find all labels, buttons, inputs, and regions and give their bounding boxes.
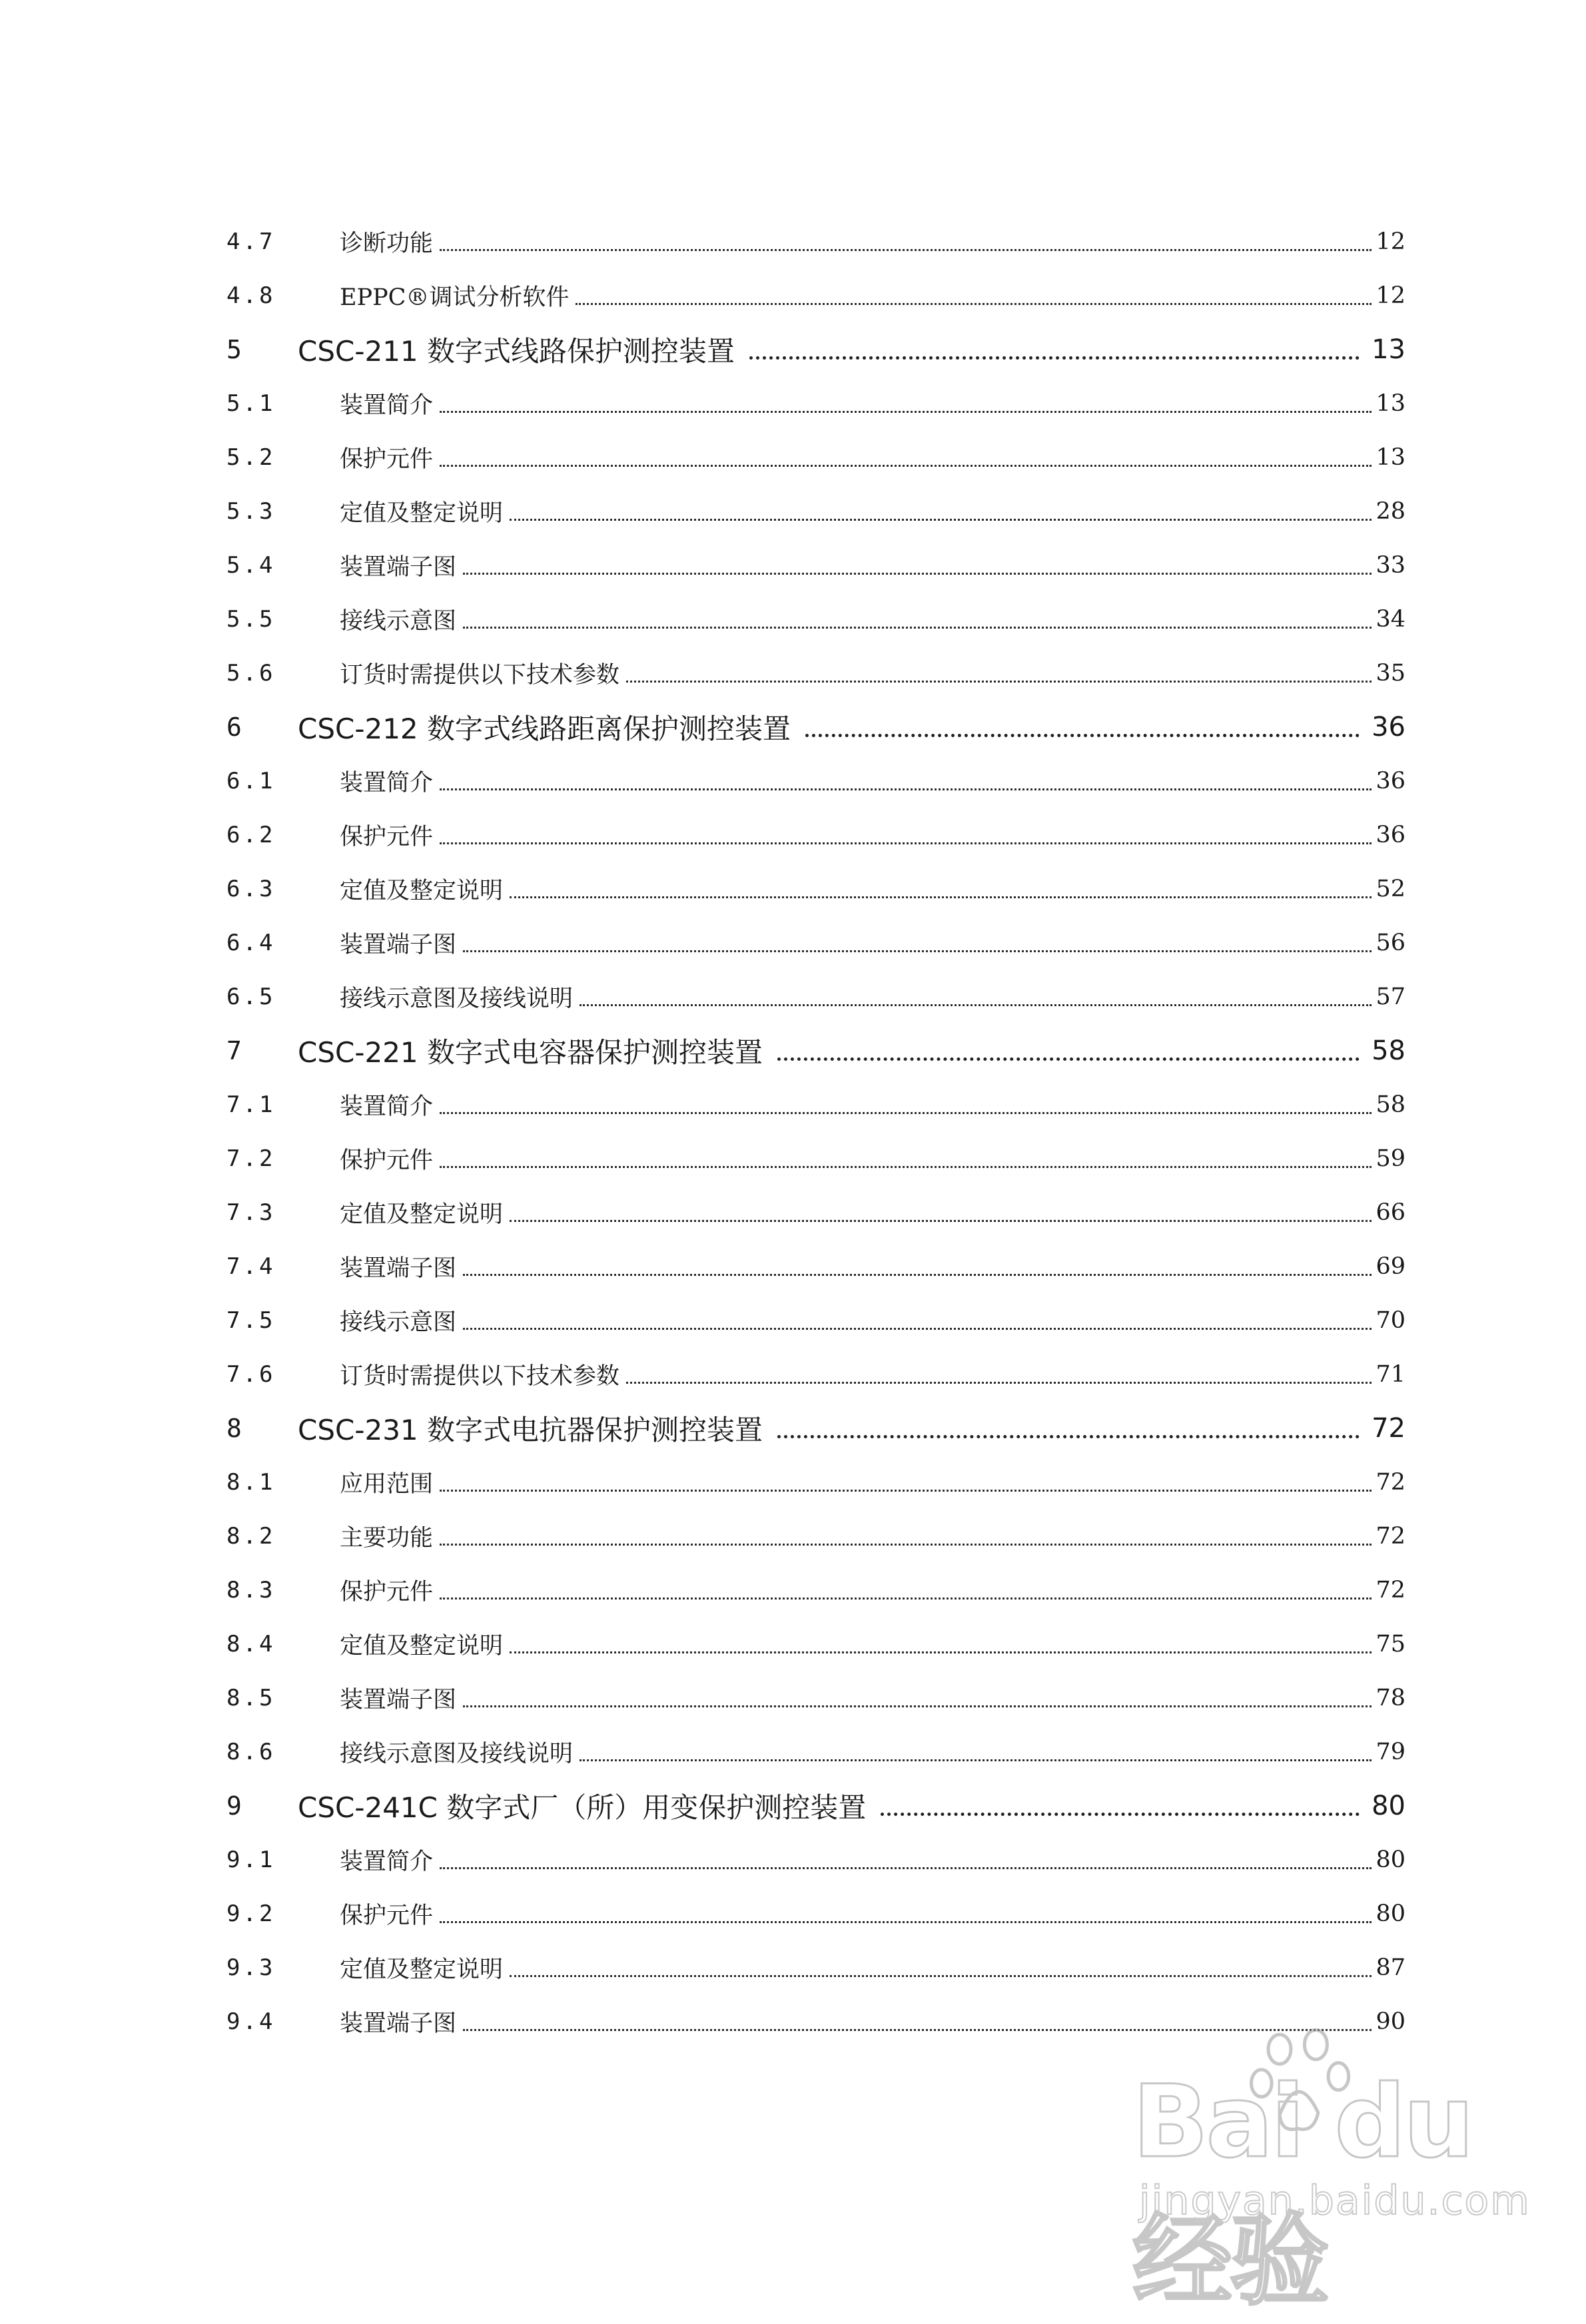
toc-entry-page-number: 71 — [1376, 1360, 1405, 1388]
toc-entry-title: 装置端子图 — [340, 1255, 457, 1282]
toc-entry-number: 5.5 — [226, 605, 276, 633]
toc-entry-page-number: 57 — [1376, 983, 1405, 1010]
toc-entry-title: EPPC®调试分析软件 — [340, 284, 570, 311]
toc-entry-title: 装置简介 — [340, 392, 434, 419]
toc-entry-page-number: 58 — [1372, 1035, 1405, 1066]
toc-entry-page-number: 56 — [1376, 929, 1405, 956]
watermark-url: jingyan.baidu.com — [1139, 2178, 1531, 2224]
toc-section-entry[interactable] — [226, 538, 1405, 592]
toc-section-entry[interactable] — [226, 214, 1405, 268]
toc-entry-page-number: 12 — [1376, 282, 1405, 309]
toc-entry-title: 装置端子图 — [340, 931, 457, 958]
toc-entry-number: 7 — [226, 1035, 242, 1065]
toc-dot-leader — [440, 1542, 1372, 1546]
toc-dot-leader — [440, 787, 1372, 790]
toc-entry-number: 5.4 — [226, 551, 276, 579]
toc-entry-page-number: 66 — [1376, 1199, 1405, 1226]
toc-entry-page-number: 13 — [1376, 443, 1405, 471]
toc-section-entry[interactable] — [226, 376, 1405, 430]
toc-section-entry[interactable] — [226, 916, 1405, 970]
toc-entry-title: 保护元件 — [340, 445, 434, 473]
toc-entry-title: 订货时需提供以下技术参数 — [340, 1362, 620, 1390]
toc-dot-leader — [440, 1488, 1372, 1492]
toc-dot-leader — [440, 1920, 1372, 1923]
toc-entry-title: 接线示意图 — [340, 1308, 457, 1336]
toc-entry-title: 装置简介 — [340, 1093, 434, 1120]
toc-entry-number: 9.1 — [226, 1846, 276, 1873]
toc-dot-leader — [626, 1380, 1372, 1384]
toc-entry-page-number: 72 — [1376, 1522, 1405, 1550]
toc-section-entry[interactable] — [226, 754, 1405, 808]
toc-entry-title: 应用范围 — [340, 1470, 434, 1498]
toc-dot-leader — [777, 1056, 1360, 1061]
table-of-contents — [226, 214, 1405, 2048]
toc-entry-title: 订货时需提供以下技术参数 — [340, 661, 620, 689]
toc-dot-leader — [576, 302, 1372, 305]
toc-entry-number: 5.6 — [226, 659, 276, 687]
toc-entry-number: 8.2 — [226, 1522, 276, 1550]
toc-entry-title: 保护元件 — [340, 1902, 434, 1929]
toc-entry-page-number: 70 — [1376, 1307, 1405, 1334]
toc-section-entry[interactable] — [226, 1131, 1405, 1185]
toc-dot-leader — [440, 410, 1372, 413]
toc-entry-page-number: 52 — [1376, 875, 1405, 902]
toc-entry-number: 6.5 — [226, 983, 276, 1010]
toc-entry-page-number: 72 — [1376, 1468, 1405, 1496]
watermark-logo-text: Bai du 经验 — [1132, 2064, 1472, 2319]
toc-dot-leader — [626, 679, 1372, 683]
toc-section-entry[interactable] — [226, 1293, 1405, 1347]
toc-entry-title: 装置端子图 — [340, 553, 457, 581]
toc-section-entry[interactable] — [226, 1509, 1405, 1563]
toc-entry-title: 装置端子图 — [340, 2010, 457, 2037]
toc-entry-page-number: 13 — [1372, 334, 1405, 365]
toc-section-entry[interactable] — [226, 1671, 1405, 1725]
toc-section-entry[interactable] — [226, 1617, 1405, 1671]
toc-entry-page-number: 59 — [1376, 1145, 1405, 1172]
toc-entry-number: 8.5 — [226, 1684, 276, 1711]
toc-entry-title: 装置简介 — [340, 1848, 434, 1875]
toc-entry-number: 9.3 — [226, 1954, 276, 1981]
toc-section-entry[interactable] — [226, 970, 1405, 1023]
toc-dot-leader — [440, 1111, 1372, 1114]
toc-section-entry[interactable] — [226, 1239, 1405, 1293]
toc-dot-leader — [463, 1704, 1372, 1707]
toc-entry-number: 9.4 — [226, 2008, 276, 2035]
toc-entry-title: 主要功能 — [340, 1524, 434, 1552]
toc-entry-number: 6 — [226, 712, 242, 742]
toc-section-entry[interactable] — [226, 1455, 1405, 1509]
toc-section-entry[interactable] — [226, 808, 1405, 862]
toc-entry-title: 定值及整定说明 — [340, 1201, 504, 1228]
toc-entry-title: 保护元件 — [340, 823, 434, 850]
toc-section-entry[interactable] — [226, 484, 1405, 538]
toc-dot-leader — [580, 1758, 1372, 1761]
toc-section-entry[interactable] — [226, 268, 1405, 322]
toc-entry-page-number: 34 — [1376, 605, 1405, 633]
toc-section-entry[interactable] — [226, 1185, 1405, 1239]
toc-dot-leader — [510, 895, 1372, 898]
toc-dot-leader — [749, 355, 1360, 360]
toc-entry-number: 7.1 — [226, 1091, 276, 1118]
toc-entry-page-number: 36 — [1376, 767, 1405, 794]
toc-entry-number: 7.5 — [226, 1307, 276, 1334]
toc-entry-number: 7.2 — [226, 1145, 276, 1172]
toc-dot-leader — [440, 841, 1372, 844]
toc-entry-page-number: 75 — [1376, 1630, 1405, 1657]
toc-chapter-entry[interactable] — [226, 322, 1405, 376]
toc-dot-leader — [463, 1273, 1372, 1276]
toc-entry-page-number: 12 — [1376, 228, 1405, 255]
toc-entry-title: CSC-241C 数字式厂（所）用变保护测控装置 — [298, 1791, 867, 1824]
toc-entry-page-number: 78 — [1376, 1684, 1405, 1711]
toc-entry-number: 5 — [226, 334, 242, 364]
toc-entry-page-number: 72 — [1376, 1576, 1405, 1603]
toc-entry-number: 8.4 — [226, 1630, 276, 1657]
toc-entry-page-number: 87 — [1376, 1954, 1405, 1981]
toc-entry-number: 8.3 — [226, 1576, 276, 1603]
toc-entry-number: 6.1 — [226, 767, 276, 794]
toc-entry-number: 7.4 — [226, 1253, 276, 1280]
toc-section-entry[interactable] — [226, 1940, 1405, 1994]
toc-dot-leader — [463, 625, 1372, 629]
toc-entry-number: 5.1 — [226, 390, 276, 417]
toc-chapter-entry[interactable] — [226, 1023, 1405, 1077]
toc-section-entry[interactable] — [226, 430, 1405, 484]
toc-section-entry[interactable] — [226, 1725, 1405, 1779]
baidu-jingyan-watermark — [1119, 2024, 1531, 2319]
toc-entry-number: 6.2 — [226, 821, 276, 848]
toc-entry-number: 4.8 — [226, 282, 276, 309]
toc-entry-page-number: 69 — [1376, 1253, 1405, 1280]
toc-dot-leader — [510, 1650, 1372, 1653]
toc-entry-number: 9.2 — [226, 1900, 276, 1927]
toc-dot-leader — [580, 1003, 1372, 1006]
toc-entry-page-number: 80 — [1372, 1790, 1405, 1821]
toc-entry-number: 4.7 — [226, 228, 276, 255]
toc-entry-page-number: 36 — [1376, 821, 1405, 848]
toc-entry-page-number: 36 — [1372, 711, 1405, 742]
toc-entry-title: 保护元件 — [340, 1147, 434, 1174]
toc-entry-title: 诊断功能 — [340, 230, 434, 257]
toc-entry-title: 定值及整定说明 — [340, 877, 504, 904]
toc-entry-title: 装置简介 — [340, 769, 434, 796]
toc-entry-title: CSC-231 数字式电抗器保护测控装置 — [298, 1413, 763, 1446]
toc-entry-number: 8.6 — [226, 1738, 276, 1765]
toc-section-entry[interactable] — [226, 1077, 1405, 1131]
toc-section-entry[interactable] — [226, 1887, 1405, 1940]
toc-entry-title: 保护元件 — [340, 1578, 434, 1605]
toc-section-entry[interactable] — [226, 646, 1405, 700]
toc-entry-page-number: 28 — [1376, 497, 1405, 525]
toc-entry-page-number: 72 — [1372, 1412, 1405, 1444]
toc-entry-number: 6.4 — [226, 929, 276, 956]
toc-chapter-entry[interactable] — [226, 1779, 1405, 1833]
toc-entry-page-number: 33 — [1376, 551, 1405, 579]
toc-entry-number: 5.2 — [226, 443, 276, 471]
toc-entry-title: 装置端子图 — [340, 1686, 457, 1713]
toc-dot-leader — [510, 1974, 1372, 1977]
toc-dot-leader — [463, 949, 1372, 952]
toc-section-entry[interactable] — [226, 1347, 1405, 1401]
toc-dot-leader — [510, 1219, 1372, 1222]
toc-entry-number: 5.3 — [226, 497, 276, 525]
toc-entry-title: CSC-212 数字式线路距离保护测控装置 — [298, 712, 791, 745]
toc-entry-number: 8.1 — [226, 1468, 276, 1496]
toc-dot-leader — [440, 1866, 1372, 1869]
toc-entry-title: 接线示意图及接线说明 — [340, 1740, 574, 1767]
toc-dot-leader — [805, 732, 1360, 737]
toc-dot-leader — [881, 1811, 1360, 1816]
toc-section-entry[interactable] — [226, 862, 1405, 916]
toc-entry-number: 9 — [226, 1791, 242, 1821]
toc-dot-leader — [440, 463, 1372, 467]
toc-section-entry[interactable] — [226, 1833, 1405, 1887]
toc-entry-title: 定值及整定说明 — [340, 1632, 504, 1659]
toc-dot-leader — [463, 1326, 1372, 1330]
toc-dot-leader — [463, 571, 1372, 575]
toc-entry-number: 7.3 — [226, 1199, 276, 1226]
toc-dot-leader — [777, 1434, 1360, 1438]
toc-entry-page-number: 35 — [1376, 659, 1405, 687]
toc-entry-title: 接线示意图 — [340, 607, 457, 635]
toc-entry-title: CSC-221 数字式电容器保护测控装置 — [298, 1035, 763, 1069]
toc-entry-page-number: 58 — [1376, 1091, 1405, 1118]
toc-entry-number: 8 — [226, 1413, 242, 1443]
toc-dot-leader — [440, 1165, 1372, 1168]
toc-dot-leader — [510, 517, 1372, 521]
toc-entry-page-number: 79 — [1376, 1738, 1405, 1765]
toc-dot-leader — [440, 1596, 1372, 1599]
toc-section-entry[interactable] — [226, 592, 1405, 646]
toc-entry-page-number: 13 — [1376, 390, 1405, 417]
toc-dot-leader — [440, 248, 1372, 251]
toc-entry-title: CSC-211 数字式线路保护测控装置 — [298, 334, 735, 368]
toc-entry-page-number: 80 — [1376, 1900, 1405, 1927]
toc-entry-title: 接线示意图及接线说明 — [340, 985, 574, 1012]
toc-chapter-entry[interactable] — [226, 1401, 1405, 1455]
toc-entry-number: 7.6 — [226, 1360, 276, 1388]
toc-entry-title: 定值及整定说明 — [340, 1956, 504, 1983]
toc-chapter-entry[interactable] — [226, 700, 1405, 754]
toc-entry-number: 6.3 — [226, 875, 276, 902]
toc-entry-page-number: 80 — [1376, 1846, 1405, 1873]
toc-entry-title: 定值及整定说明 — [340, 499, 504, 527]
toc-section-entry[interactable] — [226, 1563, 1405, 1617]
toc-entry-page-number: 90 — [1376, 2008, 1405, 2035]
